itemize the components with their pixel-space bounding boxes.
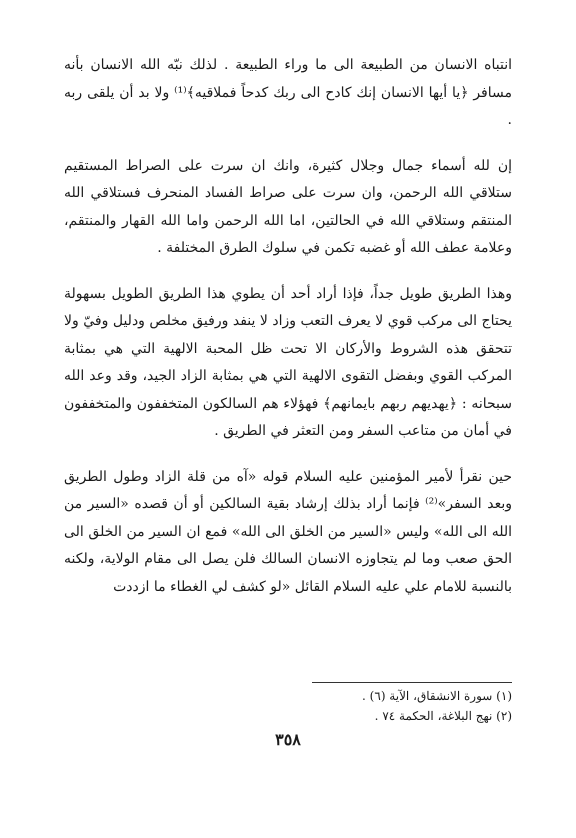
- footnote-1: (١) سورة الانشقاق، الآية (٦) .: [362, 689, 512, 703]
- paragraph-4: حين نقرأ لأمير المؤمنين عليه السلام قوله «آه من قلة الزاد وطول الطريق وبعد السفر»⁽²⁾ فإنما أراد بذلك إرشاد بقية السالكين أو أن قصده «السير من الله الى الله» وليس «السير من الخلق الى الله» فمع ان السير من الخلق الى الحق صعب وما لم يتجاوزه الانسان السالك فلن يصل الى مقام الولاية، ولكنه بالنسبة للامام علي عليه السلام القائل «لو كشف لي الغطاء ما ازددت: [64, 468, 512, 595]
- paragraph-3: وهذا الطريق طويل جداً، فإذا أراد أحد أن يطوي هذا الطريق الطويل بسهولة يحتاج الى مركب قوي لا يعرف التعب وزاد لا ينفد ورفيق مخلص ودليل وفيّ ولا تتحقق هذه الشروط والأركان الا تحت ظل المحبة الالهية التي هي بمثابة المركب القوي وبفضل التقوى الالهية التي هي بمثابة الزاد الجيد، وقد وعد الله سبحانه : ﴿يهديهم ربهم بايمانهم﴾ فهؤلاء هم السالكون المتخففون والمتخففون في أمان من متاعب السفر ومن التعثر في الطريق .: [64, 285, 512, 439]
- page-body: [64, 52, 512, 615]
- footnote-divider: [312, 682, 512, 683]
- paragraph-1: انتباه الانسان من الطبيعة الى ما وراء الطبيعة . لذلك نبّه الله الانسان بأنه مسافر ﴿يا أيها الانسان إنك كادح الى ربك كدحاً فملاقيه﴾⁽¹⁾ ولا بد أن يلقى ربه .: [64, 57, 512, 128]
- footnotes: [64, 686, 512, 726]
- footnote-2: (٢) نهج البلاغة، الحكمة ٧٤ .: [374, 709, 512, 723]
- paragraph-2: إن لله أسماء جمال وجلال كثيرة، وانك ان سرت على الصراط المستقيم ستلاقي الله الرحمن، وان سرت على صراط الفساد المنحرف فستلاقي الله المنتقم وستلاقي الله في الحالتين، اما الله الرحمن واما الله القهار والمنتقم، وعلامة عطف الله أو غضبه تكمن في سلوك الطرق المختلفة .: [64, 157, 512, 256]
- page-number: ٣٥٨: [275, 730, 301, 749]
